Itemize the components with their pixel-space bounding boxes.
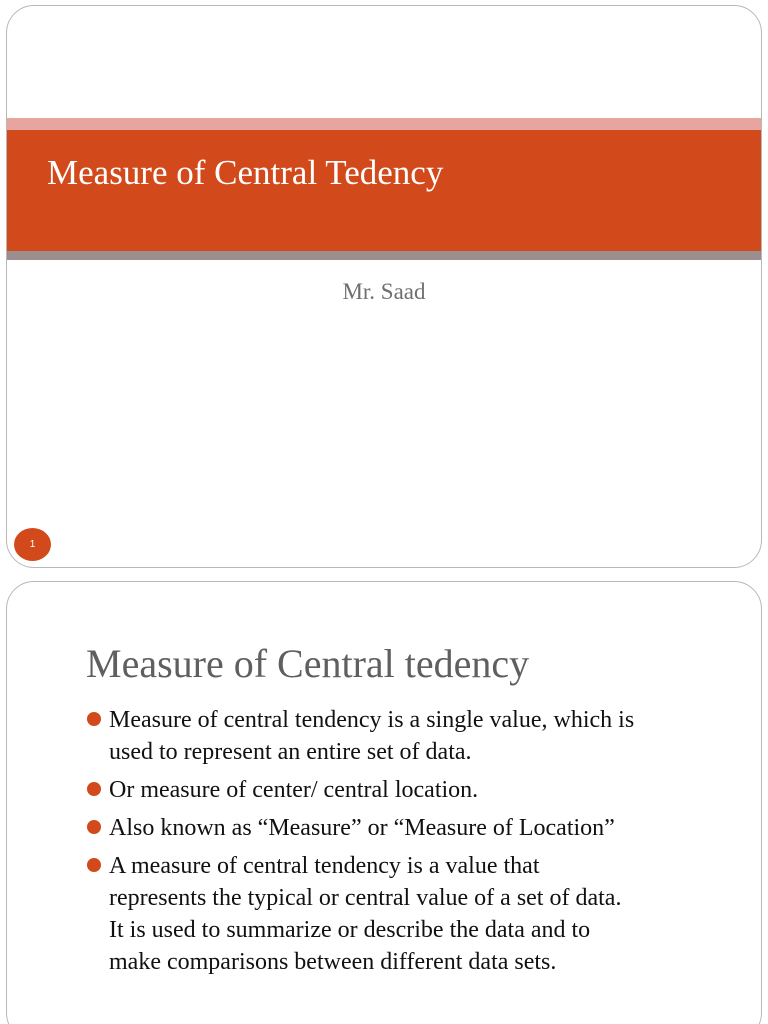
presenter-name: Mr. Saad: [342, 279, 426, 304]
bullet-item: [85, 704, 735, 768]
bullet-dot-icon: [87, 712, 101, 726]
bullet-text-line: Measure of central tendency is a single value, which is: [109, 707, 635, 733]
title-band-top-stripe: [7, 118, 761, 130]
slide-2: [6, 581, 762, 1024]
bullet-dot-icon: [87, 820, 101, 834]
bullet-item: [85, 850, 735, 978]
bullet-text-line: make comparisons between different data sets.: [109, 949, 557, 975]
bullet-text-line: A measure of central tendency is a value that: [109, 853, 540, 879]
slide-heading: Measure of Central tedency: [86, 641, 530, 686]
title-band-bottom-stripe: [7, 251, 761, 260]
bullet-dot-icon: [87, 858, 101, 872]
bullet-dot-icon: [87, 782, 101, 796]
slide-1: [6, 5, 762, 568]
bullet-item: [85, 812, 735, 844]
bullet-text-line: Also known as “Measure” or “Measure of Location”: [109, 815, 615, 841]
bullet-text-line: It is used to summarize or describe the data and to: [109, 917, 591, 943]
slide-number-badge: 1: [14, 528, 51, 561]
bullet-list: [85, 704, 735, 984]
bullet-item: [85, 774, 735, 806]
bullet-text-line: used to represent an entire set of data.: [109, 739, 472, 765]
slide-title: Measure of Central Tedency: [47, 153, 444, 192]
bullet-text-line: represents the typical or central value of a set of data.: [109, 885, 622, 911]
bullet-text-line: Or measure of center/ central location.: [109, 777, 479, 803]
